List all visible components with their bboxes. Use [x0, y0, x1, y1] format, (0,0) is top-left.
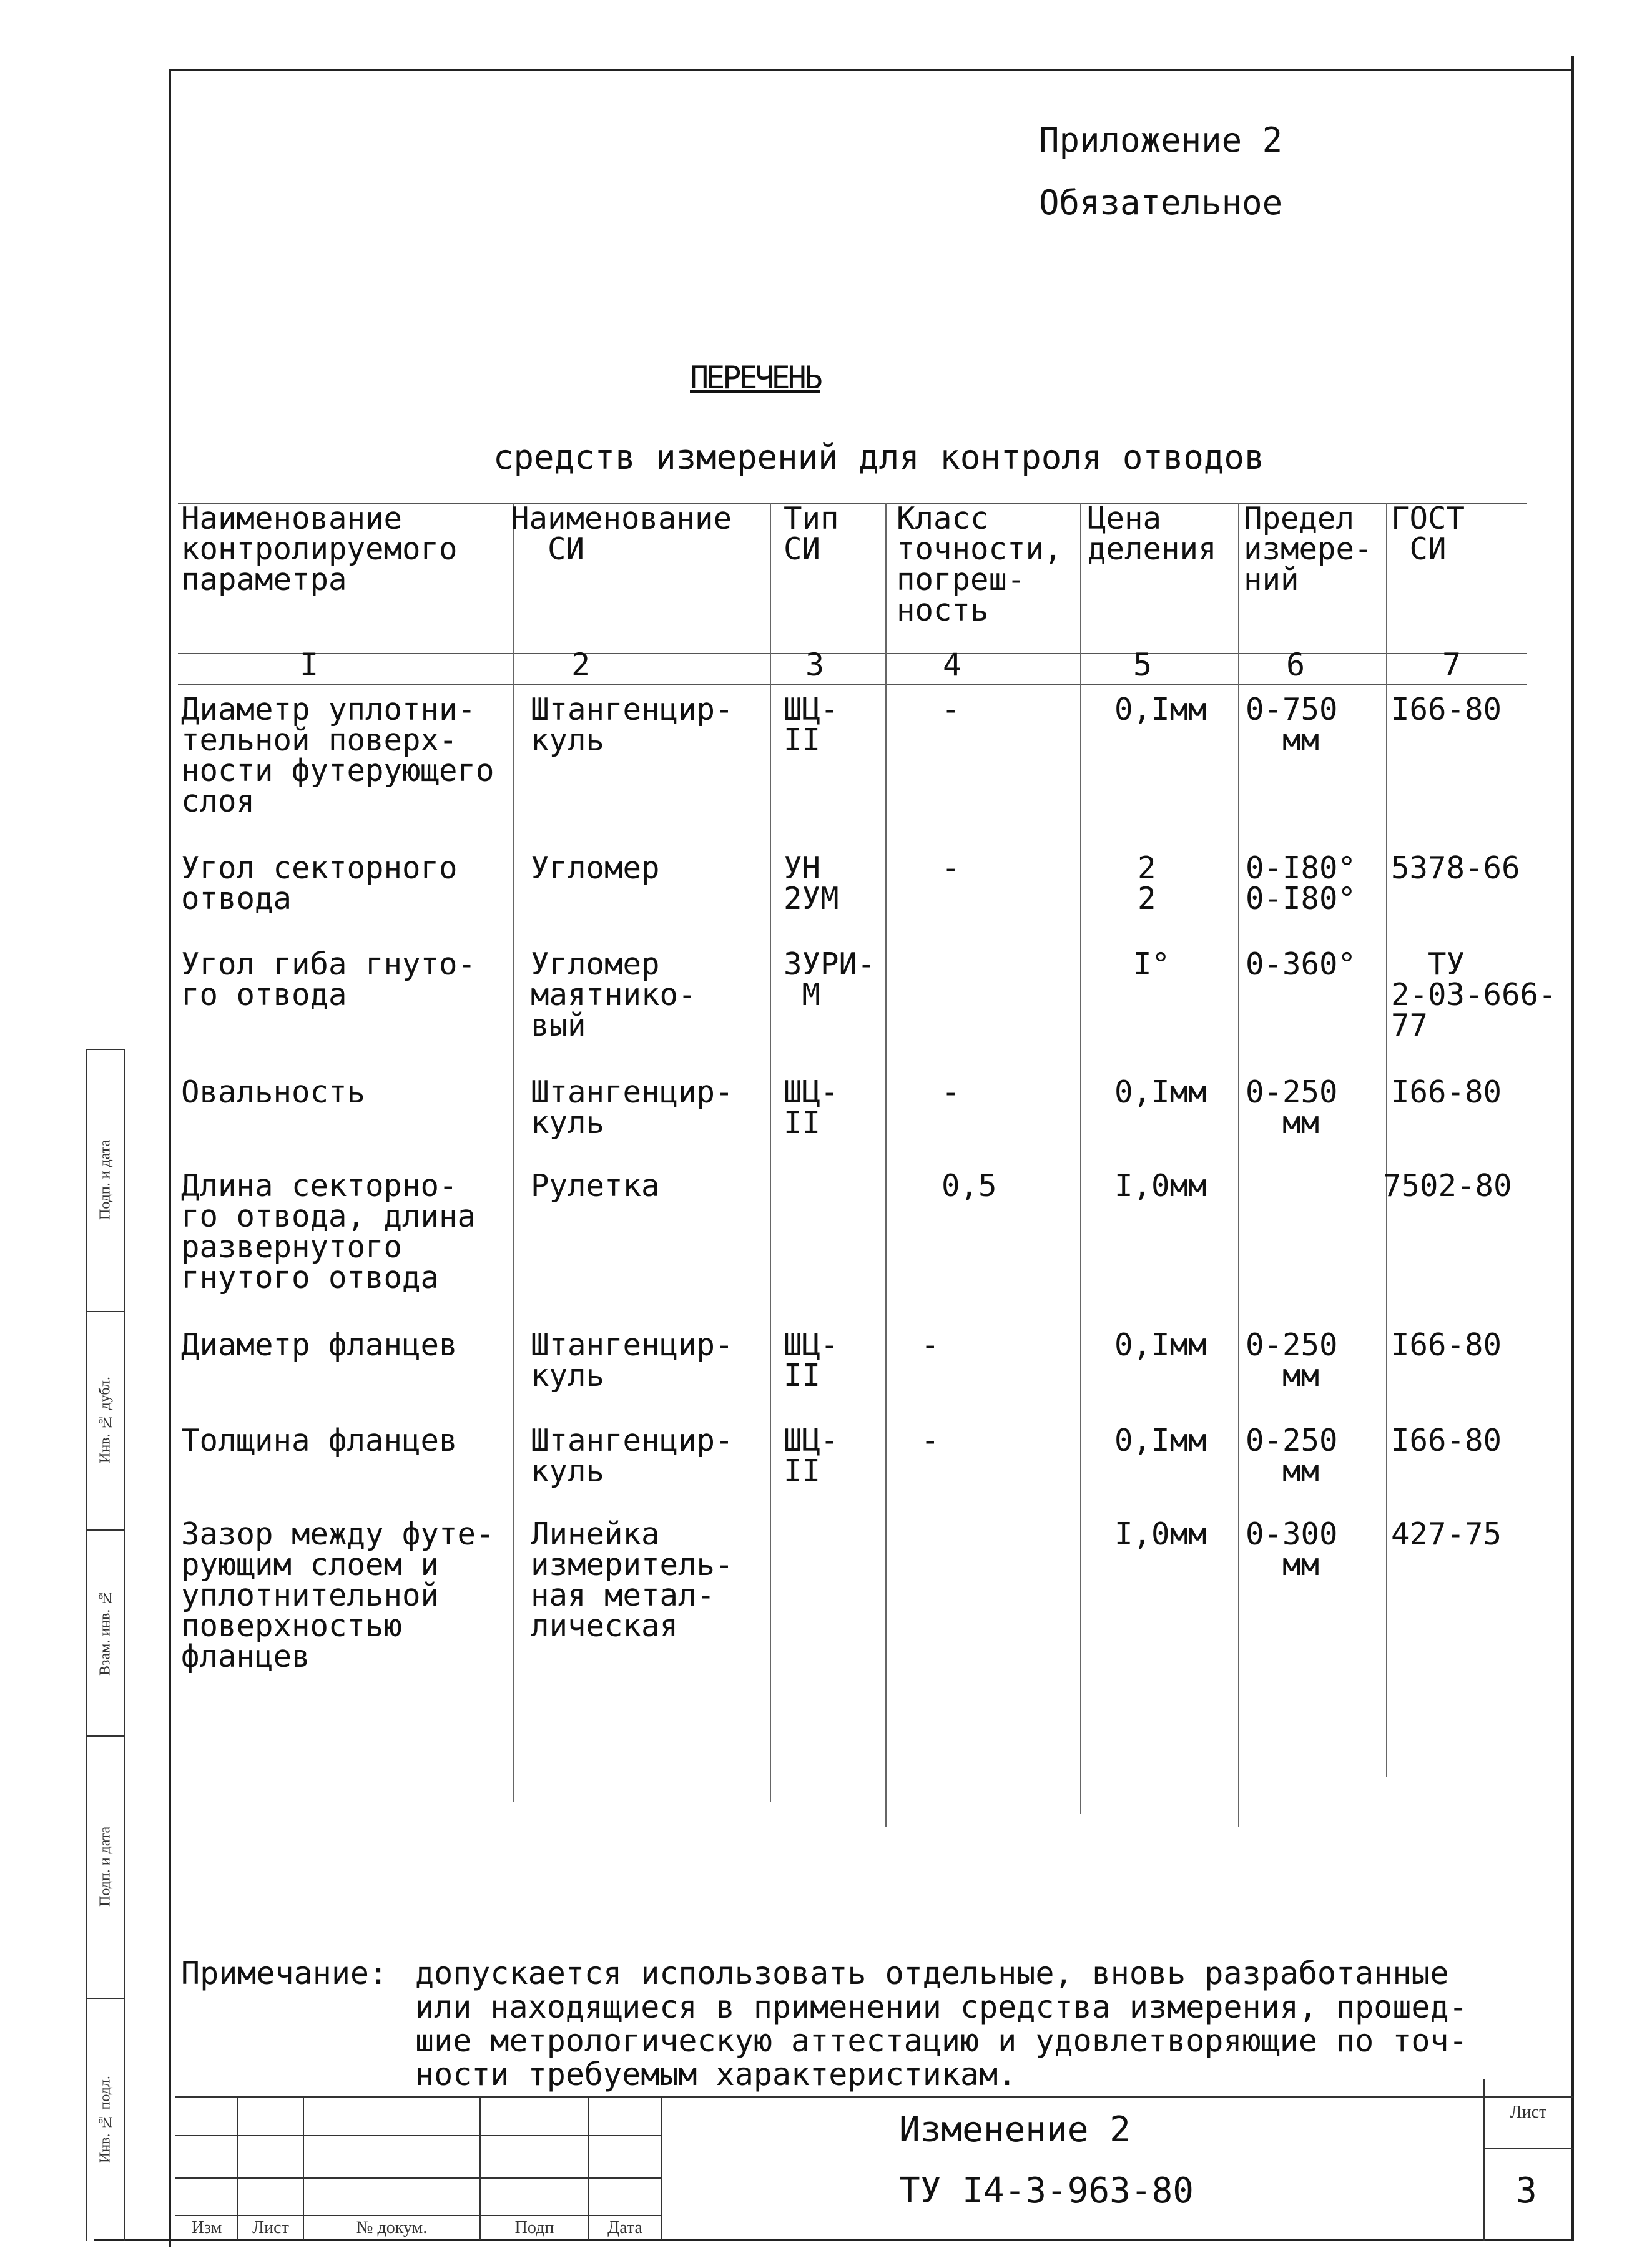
side-stamp-label: Инв. № подл.: [97, 2076, 114, 2163]
title-block-label: Изм: [191, 2218, 222, 2237]
table-cell-parameter: Толщина фланцев: [181, 1423, 458, 1458]
column-number: 2: [571, 647, 591, 683]
note-label: Примечание:: [181, 1955, 388, 1991]
table-cell-accuracy: -: [921, 1423, 940, 1458]
table-cell-instrument: Штангенцир- куль: [531, 692, 734, 758]
table-cell-parameter: Длина секторно- го отвода, длина развернутого гнутого отвода: [181, 1168, 476, 1295]
table-cell-type: ШЦ- II: [784, 1423, 839, 1489]
column-header: Наименование СИ: [511, 501, 732, 567]
side-stamp-divider: [86, 1735, 125, 1737]
column-number: I: [299, 647, 319, 683]
side-stamp-border: [124, 1049, 125, 2241]
side-stamp-label: Подп. и дата: [97, 1826, 114, 1907]
table-cell-instrument: Угломер маятнико- вый: [531, 946, 697, 1043]
table-cell-parameter: Угол гиба гнуто- го отвода: [181, 946, 476, 1013]
table-cell-parameter: Диаметр уплотни- тельной поверх- ности футерующего слоя: [181, 692, 494, 819]
title-block-label: Лист: [252, 2218, 289, 2237]
table-cell-range: 0-300 мм: [1246, 1516, 1338, 1583]
document-code: ТУ I4-3-963-80: [899, 2171, 1194, 2211]
table-cell-standard: I66-80: [1391, 1074, 1502, 1110]
side-stamp-divider: [86, 1311, 125, 1312]
appendix-label: Приложение 2: [1039, 120, 1283, 160]
table-cell-parameter: Овальность: [181, 1074, 366, 1110]
table-cell-standard: I66-80: [1391, 1423, 1502, 1458]
table-cell-accuracy: -: [942, 1074, 960, 1110]
table-numbers-rule: [178, 684, 1527, 685]
table-cell-instrument: Рулетка: [531, 1168, 660, 1204]
table-cell-range: 0-250 мм: [1246, 1327, 1338, 1393]
column-number: 5: [1133, 647, 1153, 683]
table-col-divider: [770, 503, 771, 1802]
side-stamp-label: Подп. и дата: [97, 1139, 114, 1220]
table-cell-accuracy: 0,5: [942, 1168, 997, 1204]
sheet-number: 3: [1516, 2171, 1537, 2211]
title-block-col: [1483, 2079, 1485, 2241]
note-text: допускается использовать отдельные, вновь разработанные или находящиеся в применении средства измерения, прошед- шие метрологическую аттестацию и удовлетворяющие по точ- ности требуемым характеристикам.: [415, 1955, 1468, 2093]
table-cell-instrument: Угломер: [531, 850, 660, 886]
table-cell-parameter: Диаметр фланцев: [181, 1327, 458, 1363]
table-cell-standard: 5378-66: [1391, 850, 1520, 886]
table-cell-range: 0-360°: [1246, 946, 1357, 982]
column-header: Наименование контролируемого параметра: [181, 501, 458, 597]
table-cell-standard: I66-80: [1391, 1327, 1502, 1363]
table-cell-standard: ТУ 2-03-666- 77: [1391, 946, 1557, 1043]
title-block-label: Дата: [607, 2218, 642, 2237]
side-stamp-label: Взам. инв. №: [97, 1589, 114, 1676]
table-cell-division: 2 2: [1138, 850, 1156, 916]
column-number: 3: [805, 647, 825, 683]
column-header: Предел измере- ний: [1244, 501, 1373, 597]
column-header: ГОСТ СИ: [1391, 501, 1465, 567]
table-cell-division: 0,Iмм: [1114, 1327, 1207, 1363]
title-block-label: № докум.: [356, 2218, 428, 2237]
table-cell-range: 0-250 мм: [1246, 1423, 1338, 1489]
table-cell-parameter: Зазор между футе- рующим слоем и уплотнительной поверхностью фланцев: [181, 1516, 494, 1674]
column-header: Цена деления: [1088, 501, 1217, 567]
table-cell-range: 0-750 мм: [1246, 692, 1338, 758]
table-cell-division: 0,Iмм: [1114, 1423, 1207, 1458]
change-label: Изменение 2: [899, 2109, 1131, 2150]
table-cell-accuracy: -: [921, 1327, 940, 1363]
table-cell-division: I,0мм: [1114, 1516, 1207, 1552]
table-cell-instrument: Штангенцир- куль: [531, 1423, 734, 1489]
frame-top-border: [169, 69, 1573, 71]
frame-right-border: [1571, 56, 1574, 2241]
table-col-divider: [885, 503, 887, 1827]
column-number: 6: [1286, 647, 1305, 683]
table-cell-accuracy: -: [942, 692, 960, 727]
page-title: ПЕРЕЧЕНЬ: [690, 360, 820, 396]
table-cell-standard: 7502-80: [1383, 1168, 1512, 1204]
table-col-divider: [513, 503, 514, 1802]
title-block-label: Подп: [514, 2218, 554, 2237]
column-number: 7: [1442, 647, 1462, 683]
table-cell-division: 0,Iмм: [1114, 1074, 1207, 1110]
title-block-top-rule: [175, 2096, 1573, 2098]
frame-left-border: [169, 69, 171, 2247]
table-cell-instrument: Штангенцир- куль: [531, 1074, 734, 1141]
side-stamp-divider: [86, 1049, 125, 1050]
sheet-label: Лист: [1510, 2103, 1547, 2122]
table-cell-accuracy: -: [942, 850, 960, 886]
page-subtitle: средств измерений для контроля отводов: [493, 438, 1265, 477]
mandatory-label: Обязательное: [1039, 183, 1283, 222]
table-cell-instrument: Линейка измеритель- ная метал- лическая: [531, 1516, 734, 1644]
side-stamp-divider: [86, 1529, 125, 1531]
table-col-divider: [1080, 503, 1081, 1814]
table-cell-standard: I66-80: [1391, 692, 1502, 727]
table-cell-standard: 427-75: [1391, 1516, 1502, 1552]
column-header: Класс точности, погреш- ность: [897, 501, 1063, 628]
table-cell-division: 0,Iмм: [1114, 692, 1207, 727]
column-number: 4: [942, 647, 962, 683]
title-block-col: [661, 2096, 662, 2240]
side-stamp-label: Инв. № дубл.: [97, 1377, 114, 1464]
table-col-divider: [1238, 503, 1239, 1827]
table-cell-range: 0-I80° 0-I80°: [1246, 850, 1357, 916]
side-stamp-divider: [86, 1998, 125, 1999]
table-cell-division: I°: [1133, 946, 1171, 982]
table-col-divider: [1386, 503, 1387, 1777]
table-cell-type: ШЦ- II: [784, 1074, 839, 1141]
column-header: Тип СИ: [784, 501, 839, 567]
table-cell-instrument: Штангенцир- куль: [531, 1327, 734, 1393]
table-cell-type: ЗУРИ- М: [784, 946, 876, 1013]
frame-bottom-border: [94, 2239, 1574, 2241]
title-block-rule: [1483, 2148, 1573, 2149]
table-cell-range: 0-250 мм: [1246, 1074, 1338, 1141]
table-cell-parameter: Угол секторного отвода: [181, 850, 458, 916]
table-cell-type: ШЦ- II: [784, 1327, 839, 1393]
table-cell-division: I,0мм: [1114, 1168, 1207, 1204]
table-cell-type: ШЦ- II: [784, 692, 839, 758]
table-cell-type: УН 2УМ: [784, 850, 839, 916]
